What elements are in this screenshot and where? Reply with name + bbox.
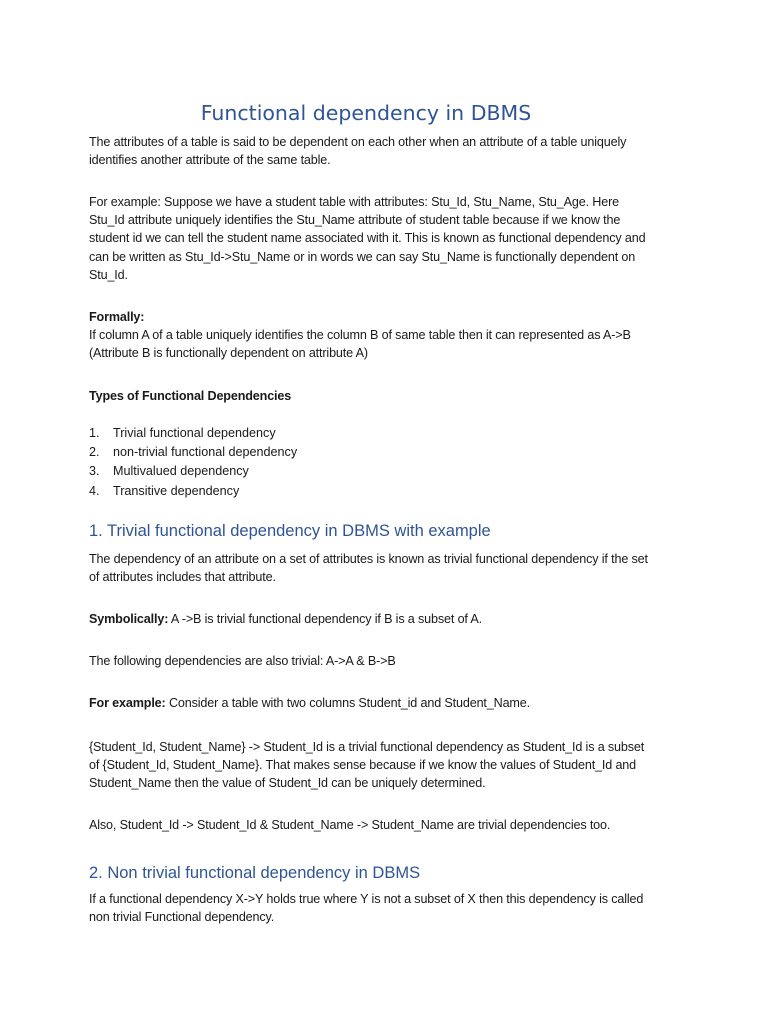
list-item: 2. non-trivial functional dependency xyxy=(89,445,298,460)
page-title: Functional dependency in DBMS xyxy=(200,101,532,125)
types-heading: Types of Functional Dependencies xyxy=(89,389,292,403)
formally-label: Formally: xyxy=(89,310,145,324)
list-item: 1. Trivial functional dependency xyxy=(89,426,276,440)
explanation-paragraph: {Student_Id, Student_Name} -> Student_Id is a trivial functional dependency as Student_Id is a subset of {Student_Id, Student_Name}. That makes sense because if we know the values of Student_Id and Student_Name then the value of Student_Id can be uniquely determined. xyxy=(89,740,645,791)
list-item: 3. Multivalued dependency xyxy=(89,464,249,479)
list-item: 4. Transitive dependency xyxy=(89,483,240,498)
also-trivial-paragraph: The following dependencies are also trivial: A->A & B->B xyxy=(89,654,396,668)
example-paragraph: For example: Suppose we have a student table with attributes: Stu_Id, Stu_Name, Stu_Age. Here Stu_Id attribute uniquely identifies the Stu_Name attribute of student table because if we know the student id we can tell the student name associated with it. This is known as functional dependency and can be written as Stu_Id->Stu_Name or in words we can say Stu_Name is functionally dependent on Stu_Id. xyxy=(89,195,646,282)
for-example-paragraph: For example: Consider a table with two columns Student_id and Student_Name. xyxy=(89,696,530,710)
section2-heading: 2. Non trivial functional dependency in DBMS xyxy=(89,864,421,882)
intro-paragraph: The attributes of a table is said to be dependent on each other when an attribute of a table uniquely identifies another attribute of the same table. xyxy=(89,135,627,168)
also-paragraph: Also, Student_Id -> Student_Id & Student_Name -> Student_Name are trivial dependencies too. xyxy=(89,818,611,832)
section1-heading: 1. Trivial functional dependency in DBMS with example xyxy=(89,522,491,540)
types-list xyxy=(89,424,297,501)
section2-definition: If a functional dependency X->Y holds true where Y is not a subset of X then this dependency is called non trivial Functional dependency. xyxy=(89,892,644,925)
section1-definition: The dependency of an attribute on a set of attributes is known as trivial functional dependency if the set of attributes includes that attribute. xyxy=(89,552,648,585)
symbolically-paragraph: Symbolically: A ->B is trivial functional dependency if B is a subset of A. xyxy=(89,612,483,626)
formally-paragraph: If column A of a table uniquely identifies the column B of same table then it can represented as A->B (Attribute B is functionally dependent on attribute A) xyxy=(89,328,631,361)
